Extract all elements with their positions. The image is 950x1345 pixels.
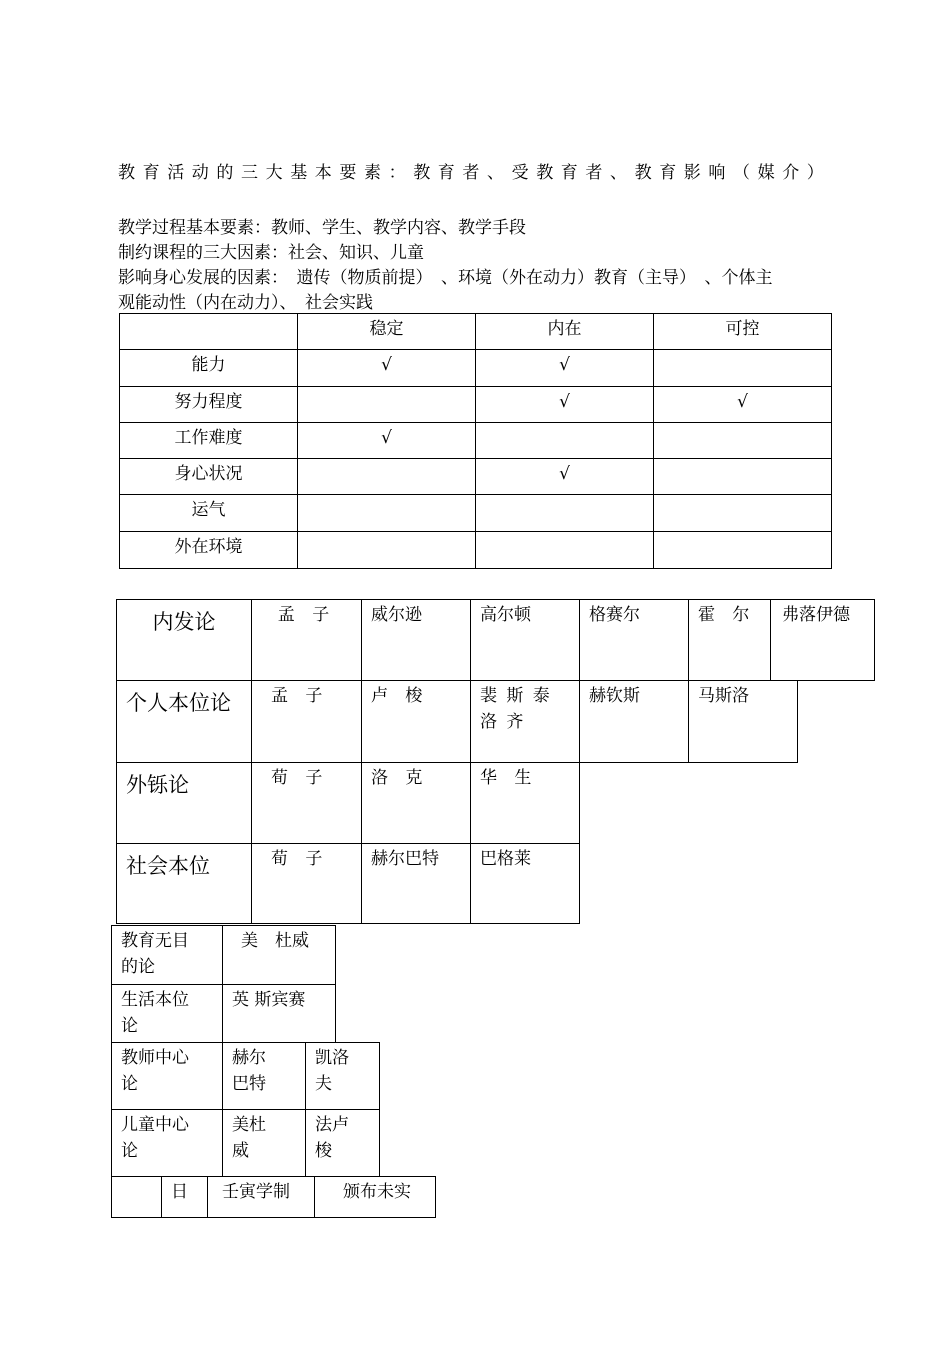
table-cell: 洛 克 (361, 762, 471, 844)
table-cell (653, 349, 832, 387)
table-cell: 霍 尔 (688, 599, 771, 681)
table-cell: 努力程度 (119, 386, 298, 423)
table-row-label: 教育无目的论 (111, 925, 223, 985)
table-row-label: 内发论 (116, 599, 252, 681)
table-row-label: 社会本位 (116, 843, 252, 924)
table-cell: 美杜威 (222, 1109, 306, 1177)
table-cell: 美 杜威 (222, 925, 336, 985)
heading-line: 教育活动的三大基本要素：教育者、受教育者、教育影响（媒介） (118, 163, 832, 183)
table-cell: √ (475, 458, 654, 495)
table-cell: 格赛尔 (579, 599, 689, 681)
table-cell: 赫尔巴特 (222, 1042, 306, 1110)
table-cell: 裴 斯 泰 洛 齐 (470, 680, 580, 763)
table-cell (297, 531, 476, 569)
table-cell: 卢 梭 (361, 680, 471, 763)
text-line: 制约课程的三大因素：社会、知识、儿童 (118, 243, 424, 263)
table-cell: 颁布未实 (314, 1176, 436, 1218)
table-cell (297, 458, 476, 495)
text-line: 影响身心发展的因素： 遗传（物质前提） 、环境（外在动力）教育（主导） 、个体主 (118, 268, 773, 288)
table-cell: 法卢梭 (305, 1109, 380, 1177)
table-cell (297, 494, 476, 532)
table-cell: √ (653, 386, 832, 423)
table-cell (475, 531, 654, 569)
table-cell: 华 生 (470, 762, 580, 844)
table-row-label: 教师中心论 (111, 1042, 223, 1110)
table-cell: 壬寅学制 (207, 1176, 315, 1218)
table-cell: 能力 (119, 349, 298, 387)
table-row-label: 儿童中心论 (111, 1109, 223, 1177)
table-cell: 荀 子 (251, 843, 362, 924)
table-cell: 工作难度 (119, 422, 298, 459)
text-line: 教学过程基本要素：教师、学生、教学内容、教学手段 (118, 218, 526, 238)
table-cell (653, 422, 832, 459)
table-cell: 马斯洛 (688, 680, 798, 763)
table-cell: 运气 (119, 494, 298, 532)
table-row-label: 个人本位论 (116, 680, 252, 763)
table-cell (653, 494, 832, 532)
table-cell: 身心状况 (119, 458, 298, 495)
table-cell (111, 1176, 162, 1218)
table-cell: 弗落伊德 (770, 599, 875, 681)
table-cell: 高尔顿 (470, 599, 580, 681)
table-cell: 凯洛夫 (305, 1042, 380, 1110)
table-cell: √ (297, 349, 476, 387)
table-cell: 赫钦斯 (579, 680, 689, 763)
table-cell: 日 (161, 1176, 208, 1218)
table-header-cell: 内在 (475, 313, 654, 350)
table-cell: 英 斯宾赛 (222, 984, 336, 1043)
table-cell: 孟 子 (251, 680, 362, 763)
table-header-cell: 可控 (653, 313, 832, 350)
table-cell (297, 386, 476, 423)
table-cell (653, 458, 832, 495)
table-row-label: 外铄论 (116, 762, 252, 844)
table-cell (653, 531, 832, 569)
table-header-cell (119, 313, 298, 350)
table-cell: 威尔逊 (361, 599, 471, 681)
table-cell: 外在环境 (119, 531, 298, 569)
table-cell: √ (297, 422, 476, 459)
table-cell (475, 422, 654, 459)
table-header-cell: 稳定 (297, 313, 476, 350)
table-cell: √ (475, 386, 654, 423)
table-cell: 荀 子 (251, 762, 362, 844)
text-line: 观能动性（内在动力）、 社会实践 (118, 293, 373, 313)
table-cell: 孟 子 (251, 599, 362, 681)
table-cell: 赫尔巴特 (361, 843, 471, 924)
table-row-label: 生活本位论 (111, 984, 223, 1043)
table-cell: √ (475, 349, 654, 387)
table-cell (475, 494, 654, 532)
table-cell: 巴格莱 (470, 843, 580, 924)
